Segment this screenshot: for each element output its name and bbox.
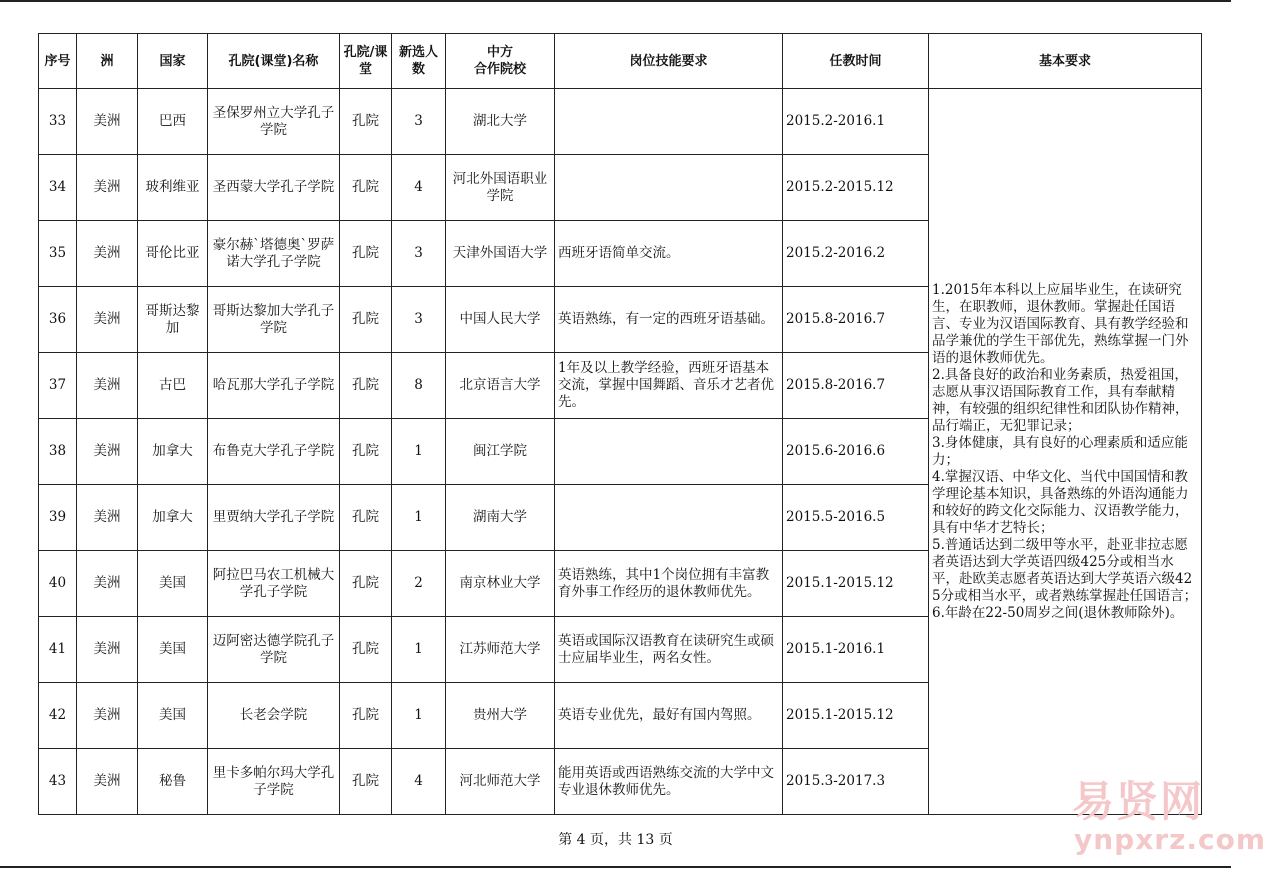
header-basic-requirements: 基本要求 bbox=[929, 34, 1202, 89]
cell-seq: 39 bbox=[39, 485, 77, 551]
cell-partner: 江苏师范大学 bbox=[446, 617, 555, 683]
cell-count: 2 bbox=[392, 551, 446, 617]
cell-country: 古巴 bbox=[138, 353, 208, 419]
cell-institute-name: 圣保罗州立大学孔子学院 bbox=[208, 89, 340, 155]
cell-country: 加拿大 bbox=[138, 419, 208, 485]
cell-seq: 37 bbox=[39, 353, 77, 419]
cell-count: 1 bbox=[392, 683, 446, 749]
watermark-text-cn: 易贤网 bbox=[1072, 777, 1205, 826]
top-border-line bbox=[0, 0, 1231, 2]
cell-continent: 美洲 bbox=[77, 221, 138, 287]
cell-seq: 40 bbox=[39, 551, 77, 617]
cell-skills: 英语或国际汉语教育在读研究生或硕士应届毕业生，两名女性。 bbox=[555, 617, 783, 683]
cell-skills: 英语熟练，有一定的西班牙语基础。 bbox=[555, 287, 783, 353]
cell-partner: 河北外国语职业学院 bbox=[446, 155, 555, 221]
header-skills: 岗位技能要求 bbox=[555, 34, 783, 89]
cell-continent: 美洲 bbox=[77, 287, 138, 353]
cell-institute-name: 长老会学院 bbox=[208, 683, 340, 749]
cell-term: 2015.6-2016.6 bbox=[783, 419, 929, 485]
cell-type: 孔院 bbox=[340, 353, 392, 419]
cell-institute-name: 里卡多帕尔玛大学孔子学院 bbox=[208, 749, 340, 815]
volunteer-positions-table bbox=[38, 33, 1202, 815]
cell-count: 1 bbox=[392, 617, 446, 683]
cell-term: 2015.8-2016.7 bbox=[783, 353, 929, 419]
cell-partner: 河北师范大学 bbox=[446, 749, 555, 815]
cell-count: 3 bbox=[392, 89, 446, 155]
cell-type: 孔院 bbox=[340, 89, 392, 155]
cell-institute-name: 圣西蒙大学孔子学院 bbox=[208, 155, 340, 221]
cell-partner: 中国人民大学 bbox=[446, 287, 555, 353]
cell-skills bbox=[555, 89, 783, 155]
cell-partner: 闽江学院 bbox=[446, 419, 555, 485]
cell-seq: 35 bbox=[39, 221, 77, 287]
cell-count: 4 bbox=[392, 749, 446, 815]
cell-skills: 1年及以上教学经验，西班牙语基本交流，掌握中国舞蹈、音乐才艺者优先。 bbox=[555, 353, 783, 419]
cell-partner: 贵州大学 bbox=[446, 683, 555, 749]
cell-partner: 北京语言大学 bbox=[446, 353, 555, 419]
cell-type: 孔院 bbox=[340, 155, 392, 221]
header-continent: 洲 bbox=[77, 34, 138, 89]
cell-count: 3 bbox=[392, 287, 446, 353]
cell-continent: 美洲 bbox=[77, 683, 138, 749]
cell-partner: 南京林业大学 bbox=[446, 551, 555, 617]
cell-seq: 42 bbox=[39, 683, 77, 749]
cell-skills: 英语专业优先，最好有国内驾照。 bbox=[555, 683, 783, 749]
cell-skills bbox=[555, 155, 783, 221]
basic-requirements-cell bbox=[929, 89, 1202, 815]
cell-skills bbox=[555, 485, 783, 551]
cell-count: 1 bbox=[392, 419, 446, 485]
header-country: 国家 bbox=[138, 34, 208, 89]
cell-institute-name: 阿拉巴马农工机械大学孔子学院 bbox=[208, 551, 340, 617]
cell-country: 秘鲁 bbox=[138, 749, 208, 815]
cell-skills: 能用英语或西语熟练交流的大学中文专业退休教师优先。 bbox=[555, 749, 783, 815]
header-count: 新选人数 bbox=[392, 34, 446, 89]
cell-type: 孔院 bbox=[340, 485, 392, 551]
cell-institute-name: 哈瓦那大学孔子学院 bbox=[208, 353, 340, 419]
watermark-text-url: ynpxrz.com bbox=[1074, 823, 1266, 856]
cell-skills: 英语熟练，其中1个岗位拥有丰富教育外事工作经历的退休教师优先。 bbox=[555, 551, 783, 617]
cell-partner: 天津外国语大学 bbox=[446, 221, 555, 287]
cell-term: 2015.8-2016.7 bbox=[783, 287, 929, 353]
cell-count: 8 bbox=[392, 353, 446, 419]
cell-count: 1 bbox=[392, 485, 446, 551]
cell-country: 美国 bbox=[138, 617, 208, 683]
header-partner: 中方 合作院校 bbox=[446, 34, 555, 89]
cell-seq: 41 bbox=[39, 617, 77, 683]
cell-term: 2015.1-2015.12 bbox=[783, 683, 929, 749]
cell-count: 4 bbox=[392, 155, 446, 221]
cell-country: 哥伦比亚 bbox=[138, 221, 208, 287]
cell-institute-name: 哥斯达黎加大学孔子学院 bbox=[208, 287, 340, 353]
cell-term: 2015.5-2016.5 bbox=[783, 485, 929, 551]
cell-institute-name: 迈阿密达德学院孔子学院 bbox=[208, 617, 340, 683]
cell-term: 2015.1-2015.12 bbox=[783, 551, 929, 617]
cell-institute-name: 里贾纳大学孔子学院 bbox=[208, 485, 340, 551]
watermark-logo bbox=[1068, 777, 1266, 862]
cell-term: 2015.2-2016.2 bbox=[783, 221, 929, 287]
cell-term: 2015.1-2016.1 bbox=[783, 617, 929, 683]
cell-continent: 美洲 bbox=[77, 551, 138, 617]
cell-country: 美国 bbox=[138, 683, 208, 749]
cell-partner: 湖南大学 bbox=[446, 485, 555, 551]
cell-continent: 美洲 bbox=[77, 89, 138, 155]
cell-partner: 湖北大学 bbox=[446, 89, 555, 155]
cell-institute-name: 豪尔赫`塔德奥`罗萨诺大学孔子学院 bbox=[208, 221, 340, 287]
cell-type: 孔院 bbox=[340, 683, 392, 749]
cell-seq: 36 bbox=[39, 287, 77, 353]
cell-seq: 33 bbox=[39, 89, 77, 155]
cell-continent: 美洲 bbox=[77, 749, 138, 815]
cell-type: 孔院 bbox=[340, 749, 392, 815]
cell-skills bbox=[555, 419, 783, 485]
header-seq: 序号 bbox=[39, 34, 77, 89]
cell-term: 2015.3-2017.3 bbox=[783, 749, 929, 815]
page-number: 第 4 页，共 13 页 bbox=[558, 832, 673, 848]
cell-seq: 43 bbox=[39, 749, 77, 815]
cell-continent: 美洲 bbox=[77, 617, 138, 683]
cell-count: 3 bbox=[392, 221, 446, 287]
cell-term: 2015.2-2015.12 bbox=[783, 155, 929, 221]
cell-type: 孔院 bbox=[340, 419, 392, 485]
bottom-border-line bbox=[0, 866, 1231, 868]
cell-skills: 西班牙语简单交流。 bbox=[555, 221, 783, 287]
header-row bbox=[39, 34, 1202, 89]
header-institute-name: 孔院(课堂)名称 bbox=[208, 34, 340, 89]
cell-country: 玻利维亚 bbox=[138, 155, 208, 221]
cell-country: 巴西 bbox=[138, 89, 208, 155]
cell-continent: 美洲 bbox=[77, 419, 138, 485]
cell-country: 哥斯达黎加 bbox=[138, 287, 208, 353]
cell-continent: 美洲 bbox=[77, 353, 138, 419]
header-term: 任教时间 bbox=[783, 34, 929, 89]
cell-continent: 美洲 bbox=[77, 485, 138, 551]
cell-continent: 美洲 bbox=[77, 155, 138, 221]
cell-country: 加拿大 bbox=[138, 485, 208, 551]
cell-term: 2015.2-2016.1 bbox=[783, 89, 929, 155]
cell-type: 孔院 bbox=[340, 617, 392, 683]
cell-seq: 34 bbox=[39, 155, 77, 221]
cell-type: 孔院 bbox=[340, 221, 392, 287]
basic-requirements-text: 1.2015年本科以上应届毕业生，在读研究生，在职教师，退休教师。掌握赴任国语言、专业为汉语国际教育、具有教学经验和品学兼优的学生干部优先，熟练掌握一门外语的退休教师优先。 2.具备良好的政治和业务素质，热爱祖国，志愿从事汉语国际教育工作，具有奉献精神，有较强的组织纪律性和团队协作精神，品行端正，无犯罪记录； 3.身体健康，具有良好的心理素质和适应能力； 4.掌握汉语、中华文化、当代中国国情和教学理论基本知识，具备熟练的外语沟通能力和较好的跨文化交际能力、汉语教学能力，具有中华才艺特长； 5.普通话达到二级甲等水平，赴亚非拉志愿者英语达到大学英语四级425分或相当水平，赴欧美志愿者英语达到大学英语六级425分或相当水平，或者熟练掌握赴任国语言； 6.年龄在22-50周岁之间(退休教师除外)。 bbox=[932, 281, 1198, 621]
cell-institute-name: 布鲁克大学孔子学院 bbox=[208, 419, 340, 485]
header-type: 孔院/课堂 bbox=[340, 34, 392, 89]
cell-type: 孔院 bbox=[340, 287, 392, 353]
cell-seq: 38 bbox=[39, 419, 77, 485]
cell-type: 孔院 bbox=[340, 551, 392, 617]
cell-country: 美国 bbox=[138, 551, 208, 617]
table-row bbox=[39, 89, 1202, 155]
